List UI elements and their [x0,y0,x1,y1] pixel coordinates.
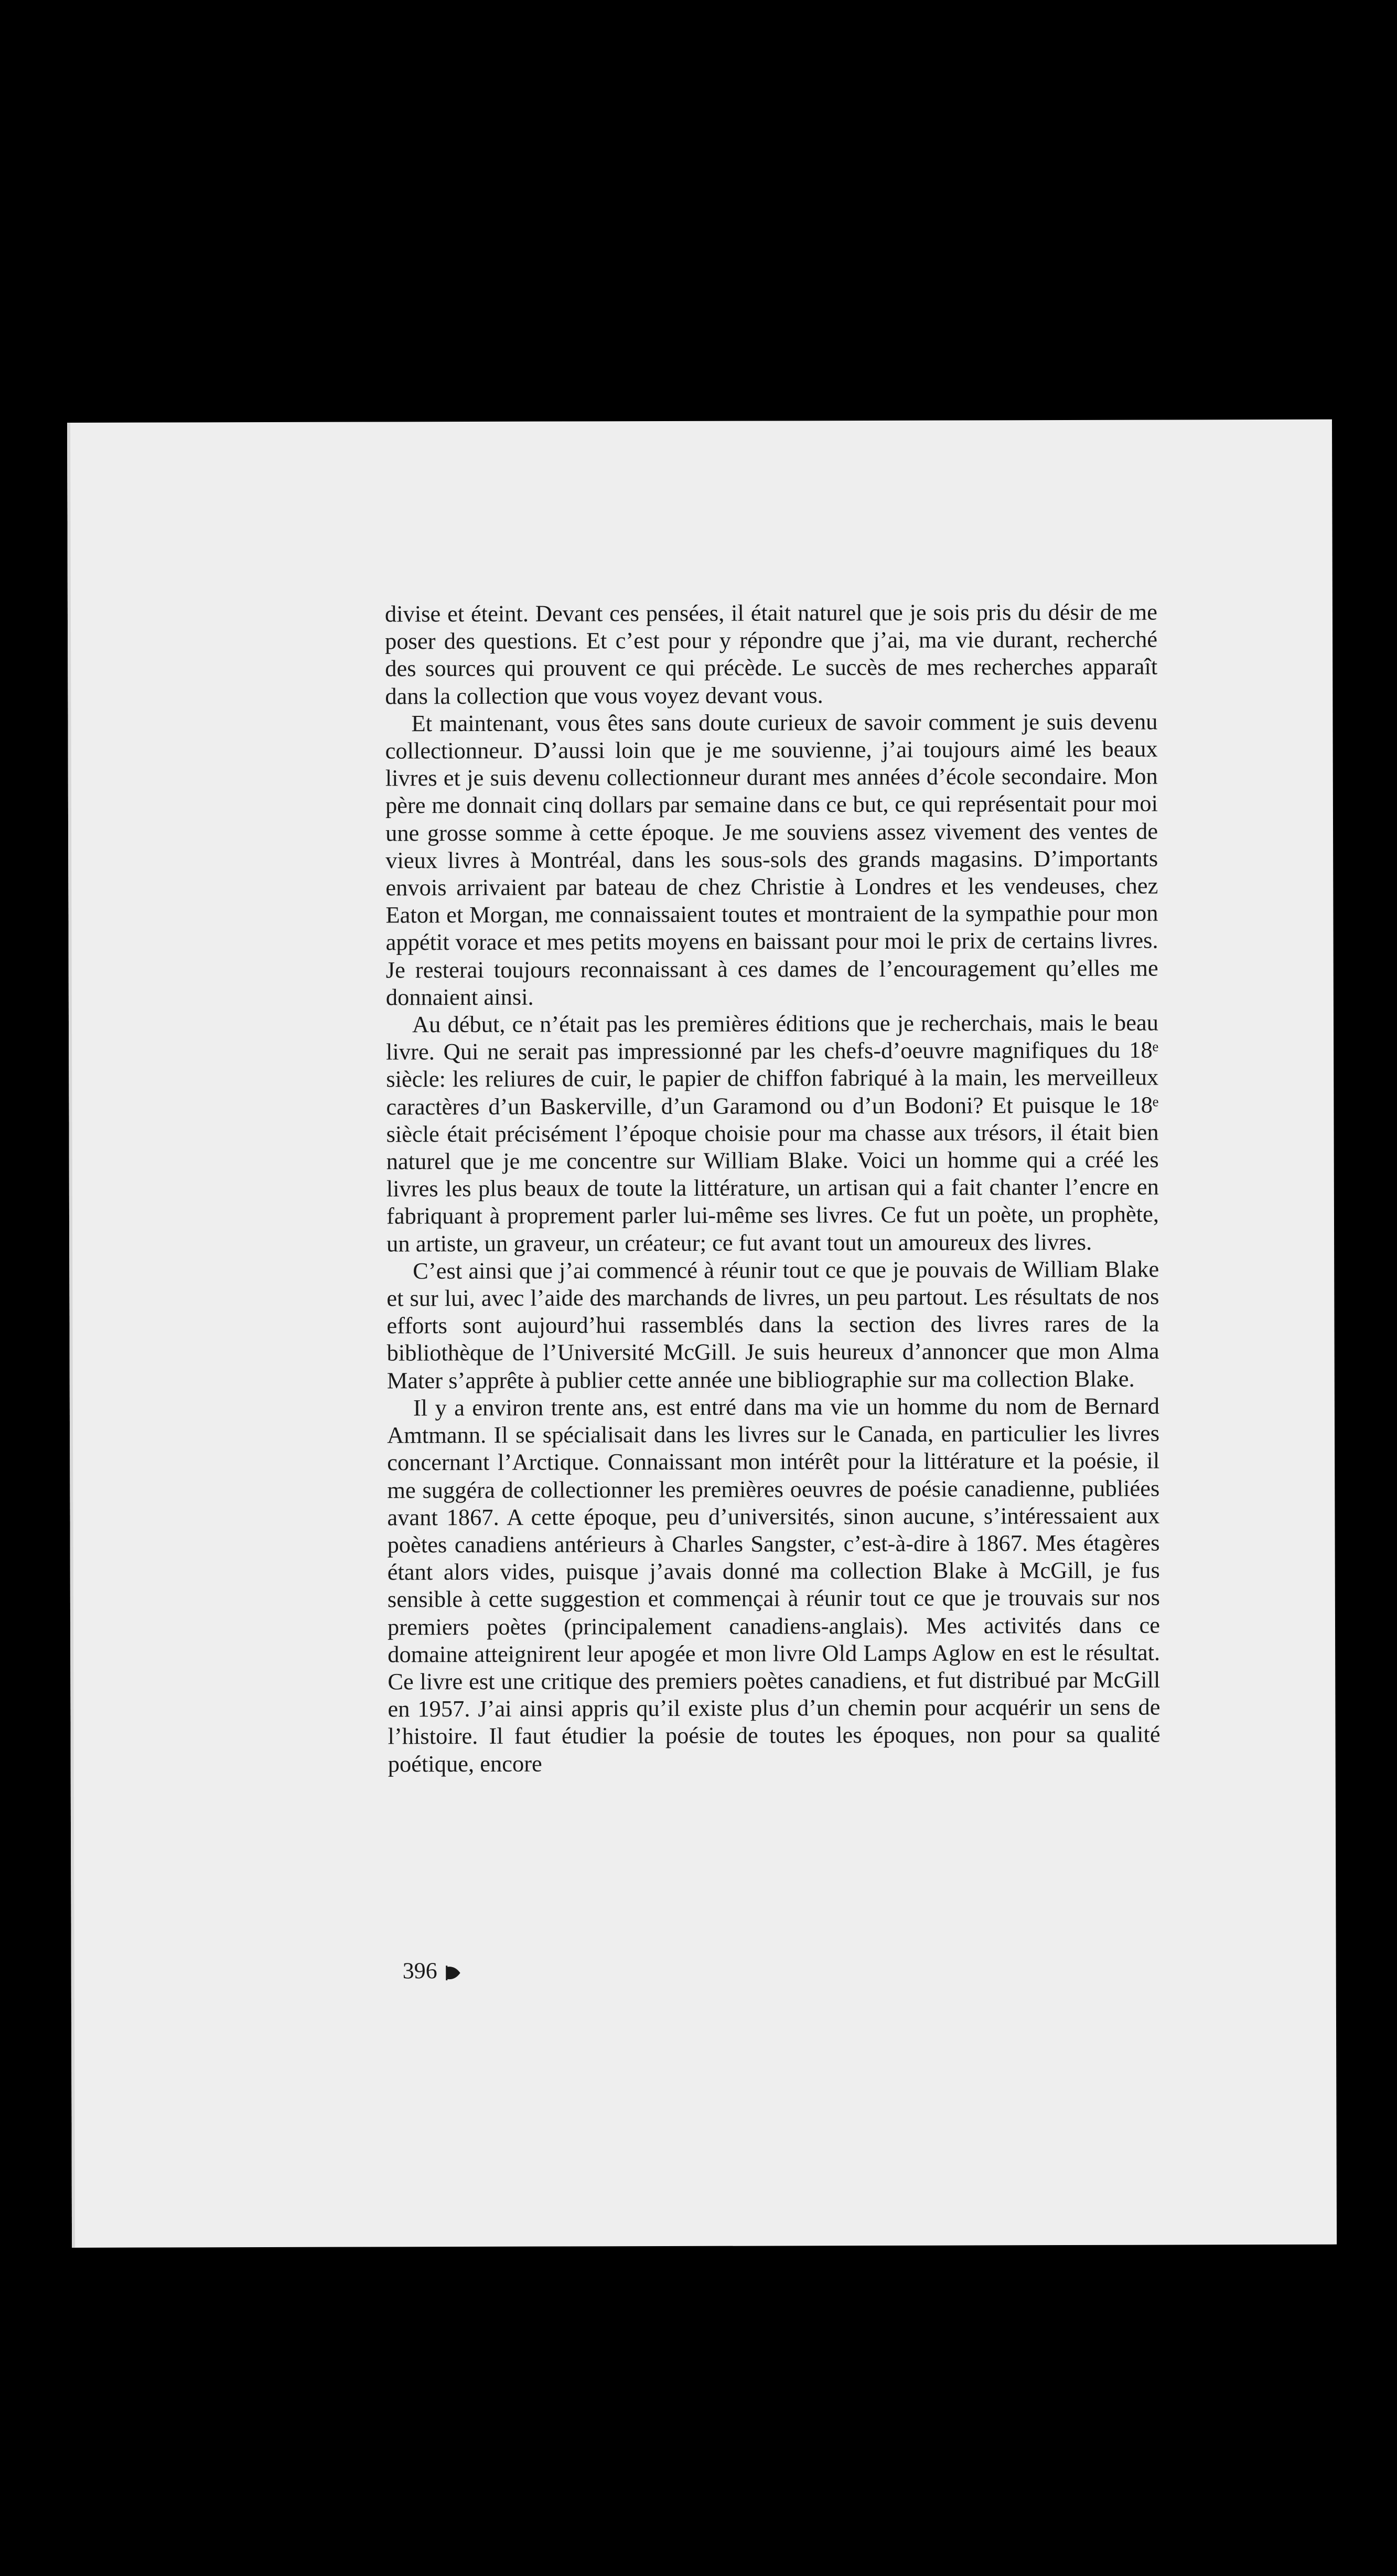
book-page [67,420,1337,2248]
paragraph-1: divise et éteint. Devant ces pensées, il était naturel que je sois pris du désir de me poser des questions. Et c’est pour y répondre que j’ai, ma vie durant, recherché des sources qui prouvent ce qui précède. Le succès de mes recherches apparaît dans la collection que vous voyez devant vous. [384,598,1158,710]
page-number: 396 [402,1958,437,1984]
paragraph-3: Au début, ce n’était pas les premières éditions que je recherchais, mais le beau livre. Qui ne serait pas impressionné par les chefs-d’oeuvre magnifiques du 18ᵉ siècle: les reliures de cuir, le papier de chiffon fabriqué à la main, les merveilleux caractères d’un Baskerville, d’un Garamond ou d’un Bodoni? Et puisque le 18ᵉ siècle était précisément l’époque choisie pour ma chasse aux trésors, il était bien naturel que je me concentre sur William Blake. Voici un homme qui a créé les livres les plus beaux de toute la littérature, un artisan qui a fait chanter l’encre en fabriquant à proprement parler lui-même ses livres. Ce fut un poète, un prophète, un artiste, un graveur, un créateur; ce fut avant tout un amoureux des livres. [386,1009,1159,1257]
page-footer [403,1957,461,1984]
paragraph-2: Et maintenant, vous êtes sans doute curieux de savoir comment je suis devenu collectionneur. D’aussi loin que je me souvienne, j’ai toujours aimé les beaux livres et je suis devenu collectionneur durant mes années d’école secondaire. Mon père me donnait cinq dollars par semaine dans ce but, ce qui représentait pour moi une grosse somme à cette époque. Je me souviens assez vivement des ventes de vieux livres à Montréal, dans les sous-sols des grands magasins. D’importants envois arrivaient par bateau de chez Christie à Londres et les vendeuses, chez Eaton et Morgan, me connaissaient toutes et montraient de la sympathie pour mon appétit vorace et mes petits moyens en baissant pour moi le prix de certains livres. Je resterai toujours reconnaissant à ces dames de l’encouragement qu’elles me donnaient ainsi. [385,708,1158,1011]
paragraph-5: Il y a environ trente ans, est entré dans ma vie un homme du nom de Bernard Amtmann. Il se spécialisait dans les livres sur le Canada, en particulier les livres concernant l’Arctique. Connaissant mon intérêt pour la littérature et la poésie, il me suggéra de collectionner les premières oeuvres de poésie canadienne, publiées avant 1867. A cette époque, peu d’universités, sinon aucune, s’intéressaient aux poètes canadiens antérieurs à Charles Sangster, c’est-à-dire à 1867. Mes étagères étant alors vides, puisque j’avais donné ma collection Blake à McGill, je fus sensible à cette suggestion et commençai à réunir tout ce que je trouvais sur nos premiers poètes (principalement canadiens-anglais). Mes activités dans ce domaine atteignirent leur apogée et mon livre Old Lamps Aglow en est le résultat. Ce livre est une critique des premiers poètes canadiens, et fut distribué par McGill en 1957. J’ai ainsi appris qu’il existe plus d’un chemin pour acquérir un sens de l’histoire. Il faut étudier la poésie de toutes les époques, non pour sa qualité poétique, encore [386,1392,1160,1777]
body-text [385,598,1160,1778]
fleuron-icon [445,1961,461,1980]
page-edge [67,423,75,2248]
paragraph-4: C’est ainsi que j’ai commencé à réunir tout ce que je pouvais de William Blake et sur lui, avec l’aide des marchands de livres, un peu partout. Les résultats de nos efforts sont aujourd’hui rassemblés dans la section des livres rares de la bibliothèque de l’Université McGill. Je suis heureux d’annoncer que mon Alma Mater s’apprête à publier cette année une bibliographie sur ma collection Blake. [386,1255,1159,1394]
